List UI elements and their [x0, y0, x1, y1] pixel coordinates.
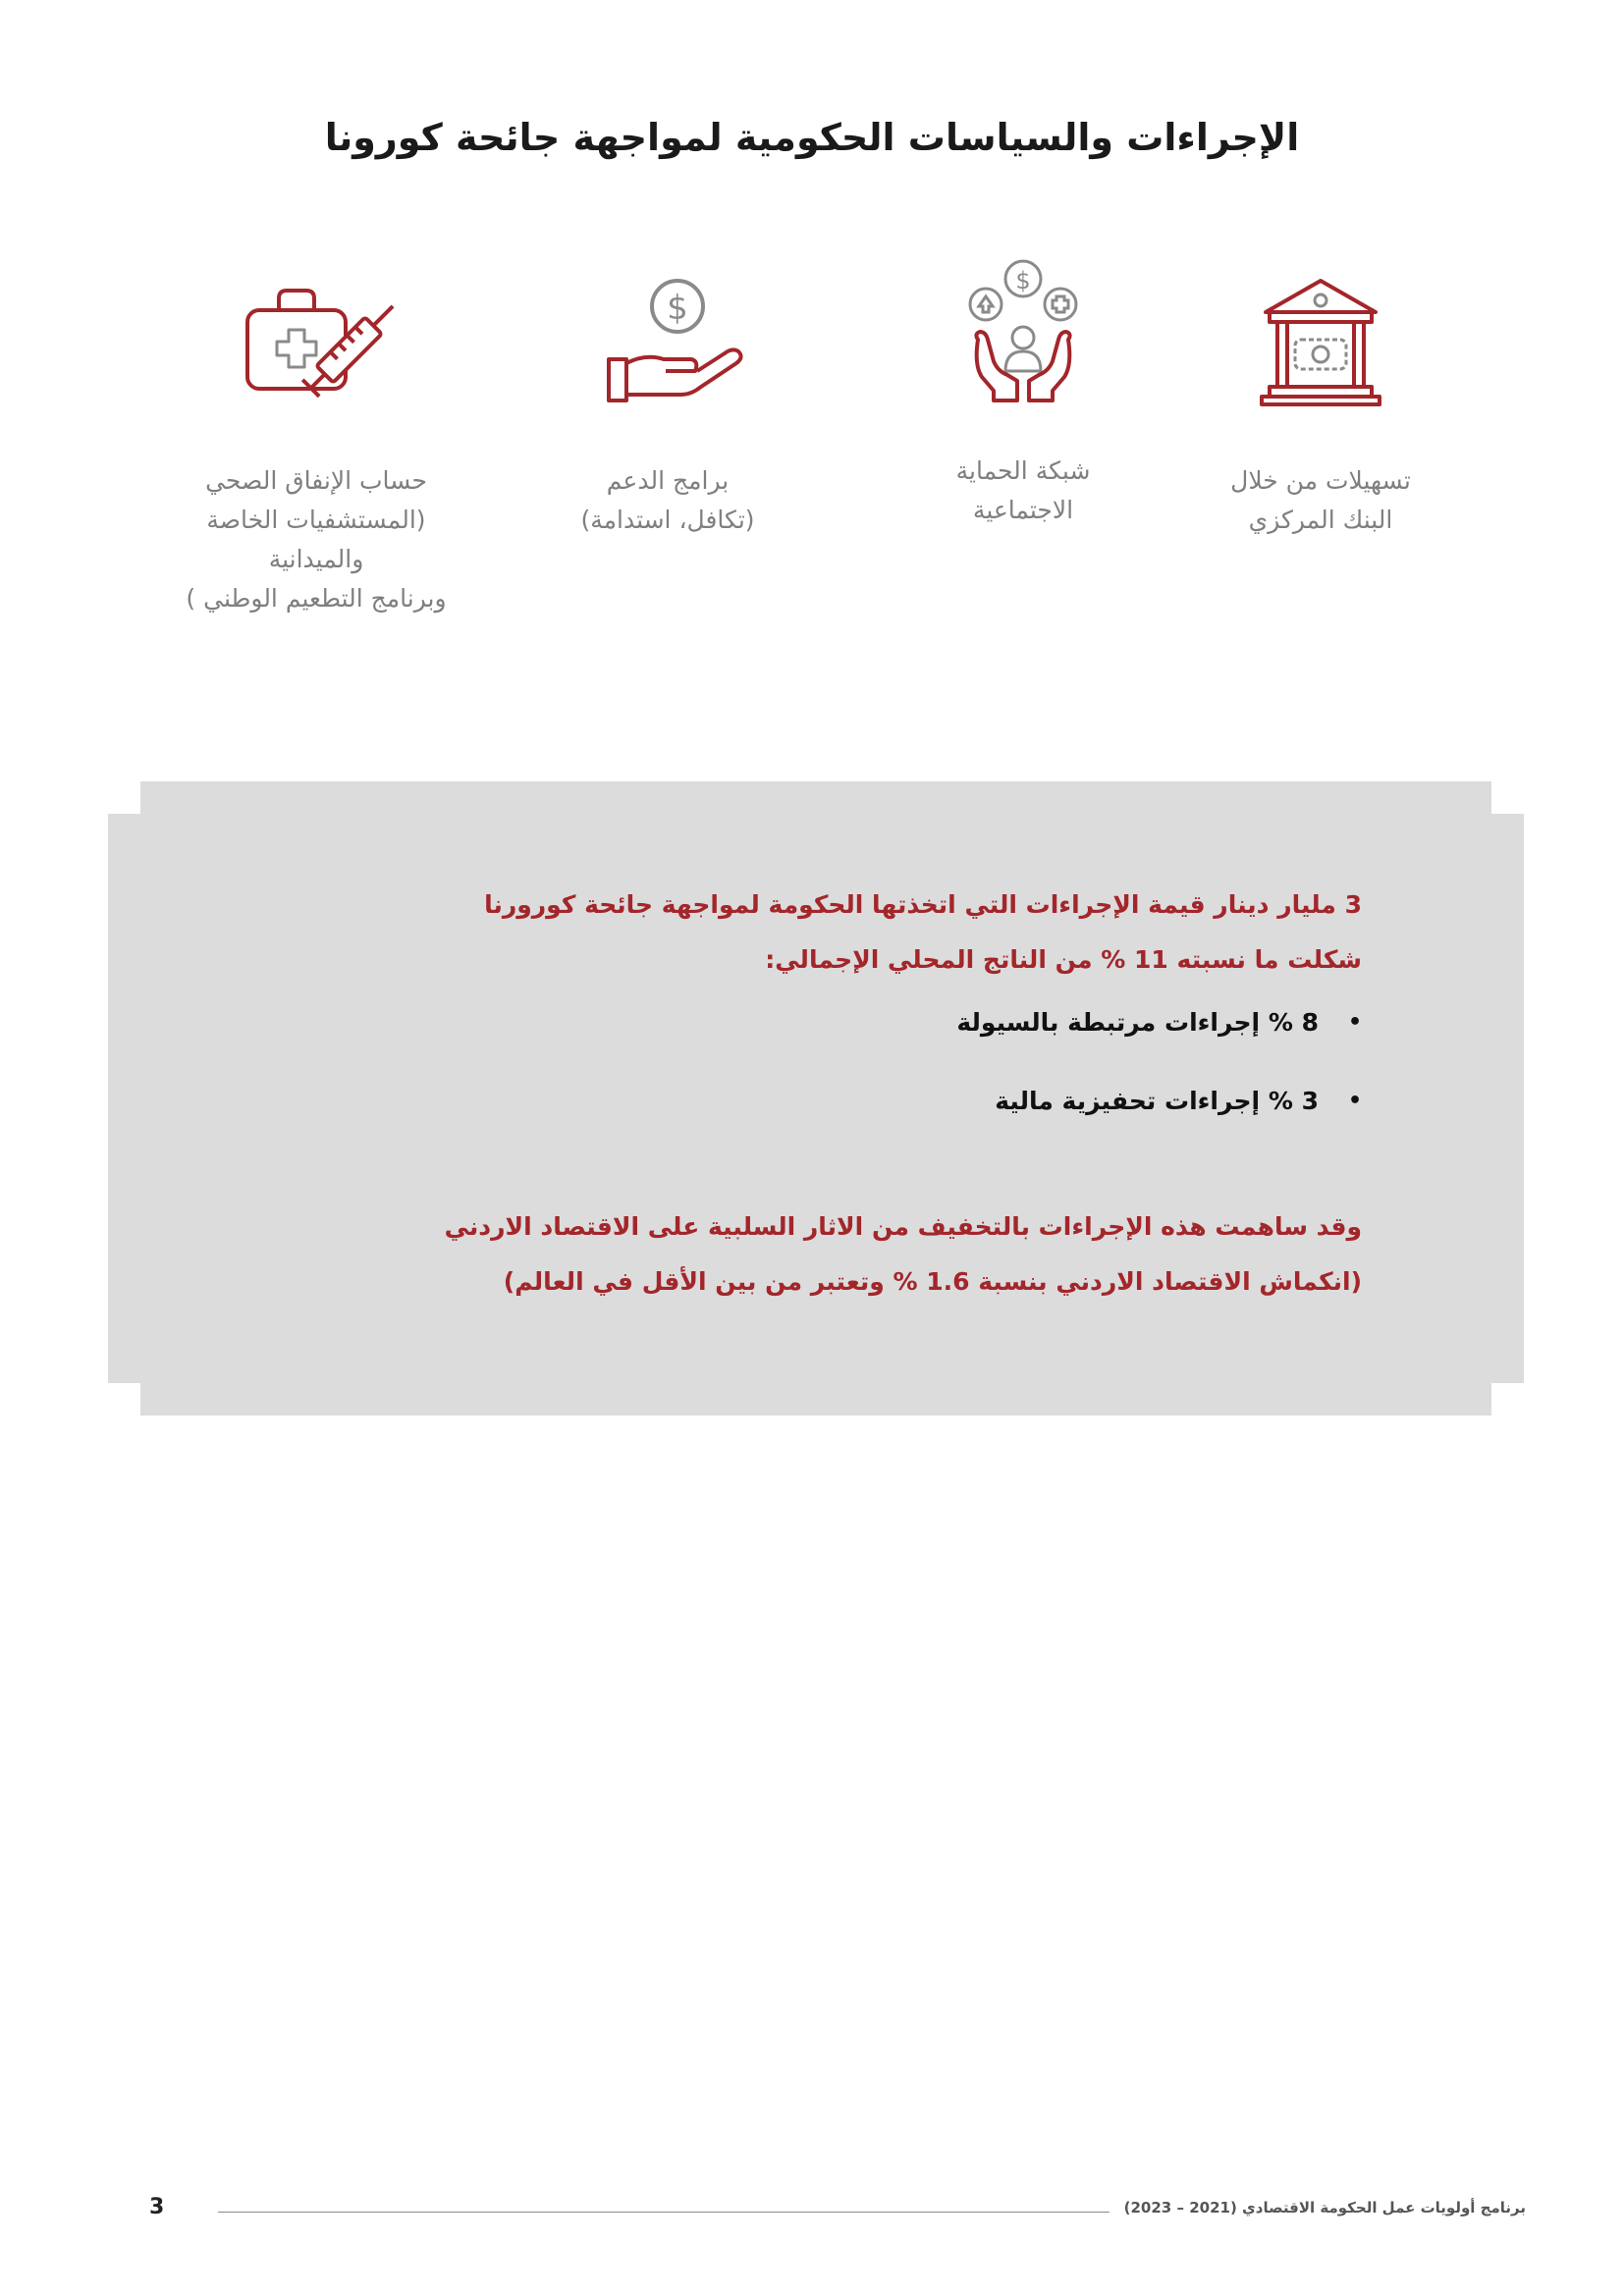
icon-caption-support: برامج الدعم (تكافل، استدامة)	[580, 466, 755, 534]
icon-block-protection	[876, 265, 1170, 530]
icon-block-health	[169, 265, 463, 618]
footer-divider	[218, 2212, 1110, 2213]
icon-block-bank	[1173, 265, 1468, 540]
icon-caption-bank: تسهيلات من خلال البنك المركزي	[1230, 466, 1411, 534]
list-item: • 8 % إجراءات مرتبطة بالسيولة	[478, 1003, 1362, 1082]
bank-icon	[1222, 265, 1419, 412]
panel-conclusion: وقد ساهمت هذه الإجراءات بالتخفيف من الاثار السلبية على الاقتصاد الاردني (انكماش الاقتصاد الاردني بنسبة 1.6 % وتعتبر من بين الأقل في العالم)	[444, 1212, 1362, 1296]
page-number: 3	[149, 2195, 165, 2219]
medical-kit-syringe-icon	[218, 265, 414, 412]
svg-text:$: $	[1015, 267, 1031, 294]
panel-bullet-list	[478, 1003, 1362, 1160]
icon-block-support	[520, 265, 815, 540]
panel-headline: 3 مليار دينار قيمة الإجراءات التي اتخذتها الحكومة لمواجهة جائحة كورورنا شكلت ما نسبته 11 % من الناتج المحلي الإجمالي:	[484, 890, 1362, 974]
icon-caption-health: حساب الإنفاق الصحي (المستشفيات الخاصة والميدانية وبرنامج التطعيم الوطني )	[186, 466, 447, 613]
footer-document-title: برنامج أولويات عمل الحكومة الاقتصادي (2021 – 2023)	[1123, 2199, 1526, 2216]
info-panel	[108, 781, 1524, 1415]
social-protection-icon	[925, 255, 1121, 412]
icon-caption-protection: شبكة الحماية الاجتماعية	[955, 456, 1091, 524]
svg-text:$: $	[667, 289, 688, 328]
page-title: الإجراءات والسياسات الحكومية لمواجهة جائحة كورونا	[324, 116, 1300, 159]
list-item: • 3 % إجراءات تحفيزية مالية	[478, 1082, 1362, 1160]
money-hand-icon	[569, 265, 766, 412]
